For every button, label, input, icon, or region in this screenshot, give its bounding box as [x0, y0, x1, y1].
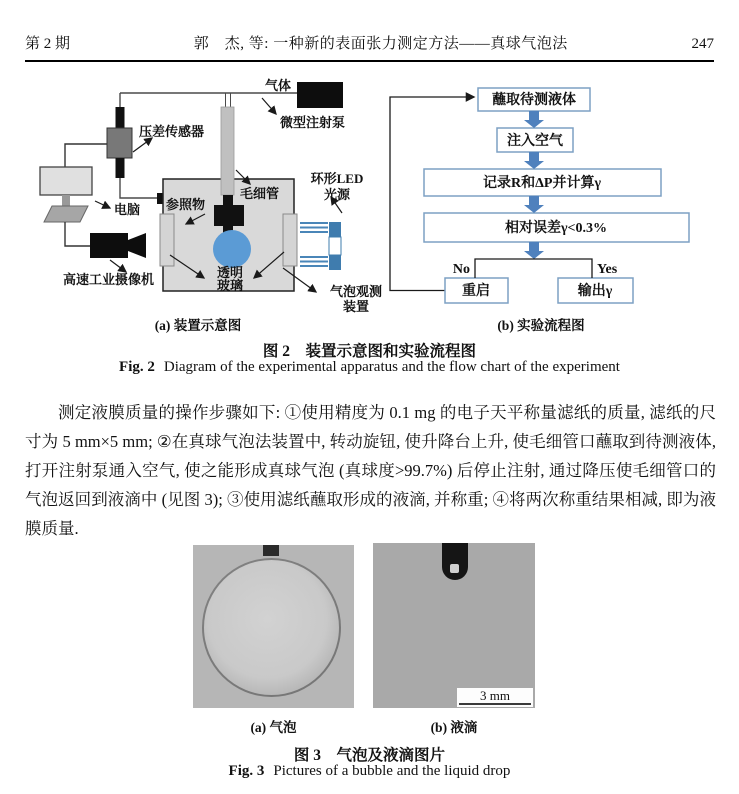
capillary-tube — [221, 107, 234, 195]
glass-label-line1: 透明 — [216, 265, 244, 280]
pump-label: 微型注射泵 — [280, 115, 346, 130]
bubble-photo — [193, 545, 354, 708]
camera-lens — [128, 233, 146, 258]
bubble — [213, 230, 251, 268]
flow-no-label: No — [452, 262, 470, 277]
syringe-pump — [297, 82, 343, 108]
flow-step-3-label: 记录R和ΔP并计算γ — [483, 176, 601, 191]
figure-2-diagram — [0, 70, 739, 336]
capillary-label: 毛细管 — [240, 186, 280, 201]
flow-step-1-label: 蘸取待测液体 — [492, 93, 576, 108]
issue-label: 第 2 期 — [25, 36, 71, 52]
reference-label: 参照物 — [166, 197, 206, 212]
computer-monitor — [40, 167, 92, 195]
scale-bar-line — [459, 703, 531, 705]
capillary-stub-icon — [263, 545, 279, 556]
flow-step-4-label: 相对误差γ<0.3% — [504, 221, 608, 236]
pressure-sensor — [107, 128, 132, 158]
flow-arrow-4 — [524, 242, 544, 259]
figure-2-caption-zh: 图 2 装置示意图和实验流程图 — [262, 343, 477, 360]
running-title: 郭 杰, 等: 一种新的表面张力测定方法——真球气泡法 — [193, 36, 568, 52]
drop-photo — [373, 543, 535, 708]
flow-arrow-2 — [524, 152, 544, 169]
keyboard — [44, 206, 88, 222]
flow-arrow-1 — [524, 111, 544, 128]
body-paragraph: 测定液膜质量的操作步骤如下: ①使用精度为 0.1 mg 的电子天平称量滤纸的质量, 滤纸的尺寸为 5 mm×5 mm; ②在真球气泡法装置中, 转动旋钮, 使升降台上升, 使毛细管口蘸取到待测液体, 打开注射泵通入空气, 使之能形成真球气泡 (真球度>99.7%) 后停止注射, 通过降压使毛细管口的气泡返回到液滴中 (见图 3); ③使用滤纸蘸取形成的液滴, 并称重; ④将两次称重结果相减, 即为液膜质量. — [25, 403, 716, 538]
capillary-tip-icon — [442, 543, 468, 580]
figure-3 — [0, 545, 739, 745]
arrow-to-pump-label — [262, 98, 276, 114]
drop-highlight — [450, 564, 459, 573]
led-label-line1: 环形LED — [310, 171, 364, 186]
figure-2-caption-en-text: Diagram of the experimental apparatus and the flow chart of the experiment — [163, 359, 620, 375]
scale-bar-label: 3 mm — [480, 688, 510, 703]
observer-label-line2: 装置 — [342, 299, 370, 314]
figure-2b-caption: (b) 实验流程图 — [497, 318, 585, 333]
observer-label-line1: 气泡观测 — [329, 284, 383, 299]
page-number: 247 — [691, 36, 714, 52]
monitor-stand — [62, 195, 70, 206]
running-header — [25, 32, 714, 62]
led-label-line2: 光源 — [323, 187, 351, 202]
flow-arrow-3 — [524, 196, 544, 213]
camera-label: 高速工业摄像机 — [63, 272, 155, 287]
figure-3-caption-en — [0, 763, 739, 780]
figure-3a-caption: (a) 气泡 — [250, 720, 297, 735]
led-ring-top — [329, 222, 341, 237]
led-ring-middle — [329, 237, 341, 255]
figure-3-caption-zh: 图 3 气泡及液滴图片 — [293, 747, 446, 764]
figure-2-caption-en-label: Fig. 2 — [119, 359, 155, 375]
flow-restart-label: 重启 — [462, 284, 490, 299]
led-ring-bottom — [329, 255, 341, 270]
glass-label-line2: 玻璃 — [216, 278, 244, 293]
sensor-label: 压差传感器 — [139, 124, 205, 139]
sensor-to-chamber-pipe — [120, 178, 157, 198]
camera-body — [90, 233, 128, 258]
figure-2-caption-en — [0, 359, 739, 376]
figure-3-caption-en-text: Pictures of a bubble and the liquid drop — [273, 763, 511, 779]
flow-yes-label: Yes — [597, 262, 618, 277]
glass-window-right — [283, 214, 297, 266]
sensor-fitting-top — [116, 107, 125, 128]
bubble-image — [202, 558, 341, 697]
computer-label: 电脑 — [114, 202, 141, 217]
flow-step-2-label: 注入空气 — [507, 134, 563, 149]
arrow-to-camera-label — [110, 260, 126, 272]
sensor-to-pc-wire — [65, 144, 107, 167]
branch-line — [475, 259, 592, 278]
reference-object — [214, 205, 244, 226]
glass-window-left — [160, 214, 174, 266]
pc-to-camera-wire — [65, 222, 90, 246]
flowchart — [390, 88, 689, 303]
led-rays — [300, 223, 328, 266]
gas-label: 气体 — [265, 78, 292, 93]
figure-3b-caption: (b) 液滴 — [430, 720, 478, 735]
figure-2a-caption: (a) 装置示意图 — [154, 318, 242, 333]
flow-output-label: 输出γ — [577, 284, 613, 299]
arrow-to-sensor-label — [133, 138, 152, 152]
scale-bar — [457, 688, 533, 707]
sensor-fitting-bottom — [116, 158, 125, 178]
figure-3-caption-en-label: Fig. 3 — [228, 763, 265, 779]
arrow-to-computer-label — [95, 201, 110, 208]
capillary-connector-top — [223, 195, 233, 205]
